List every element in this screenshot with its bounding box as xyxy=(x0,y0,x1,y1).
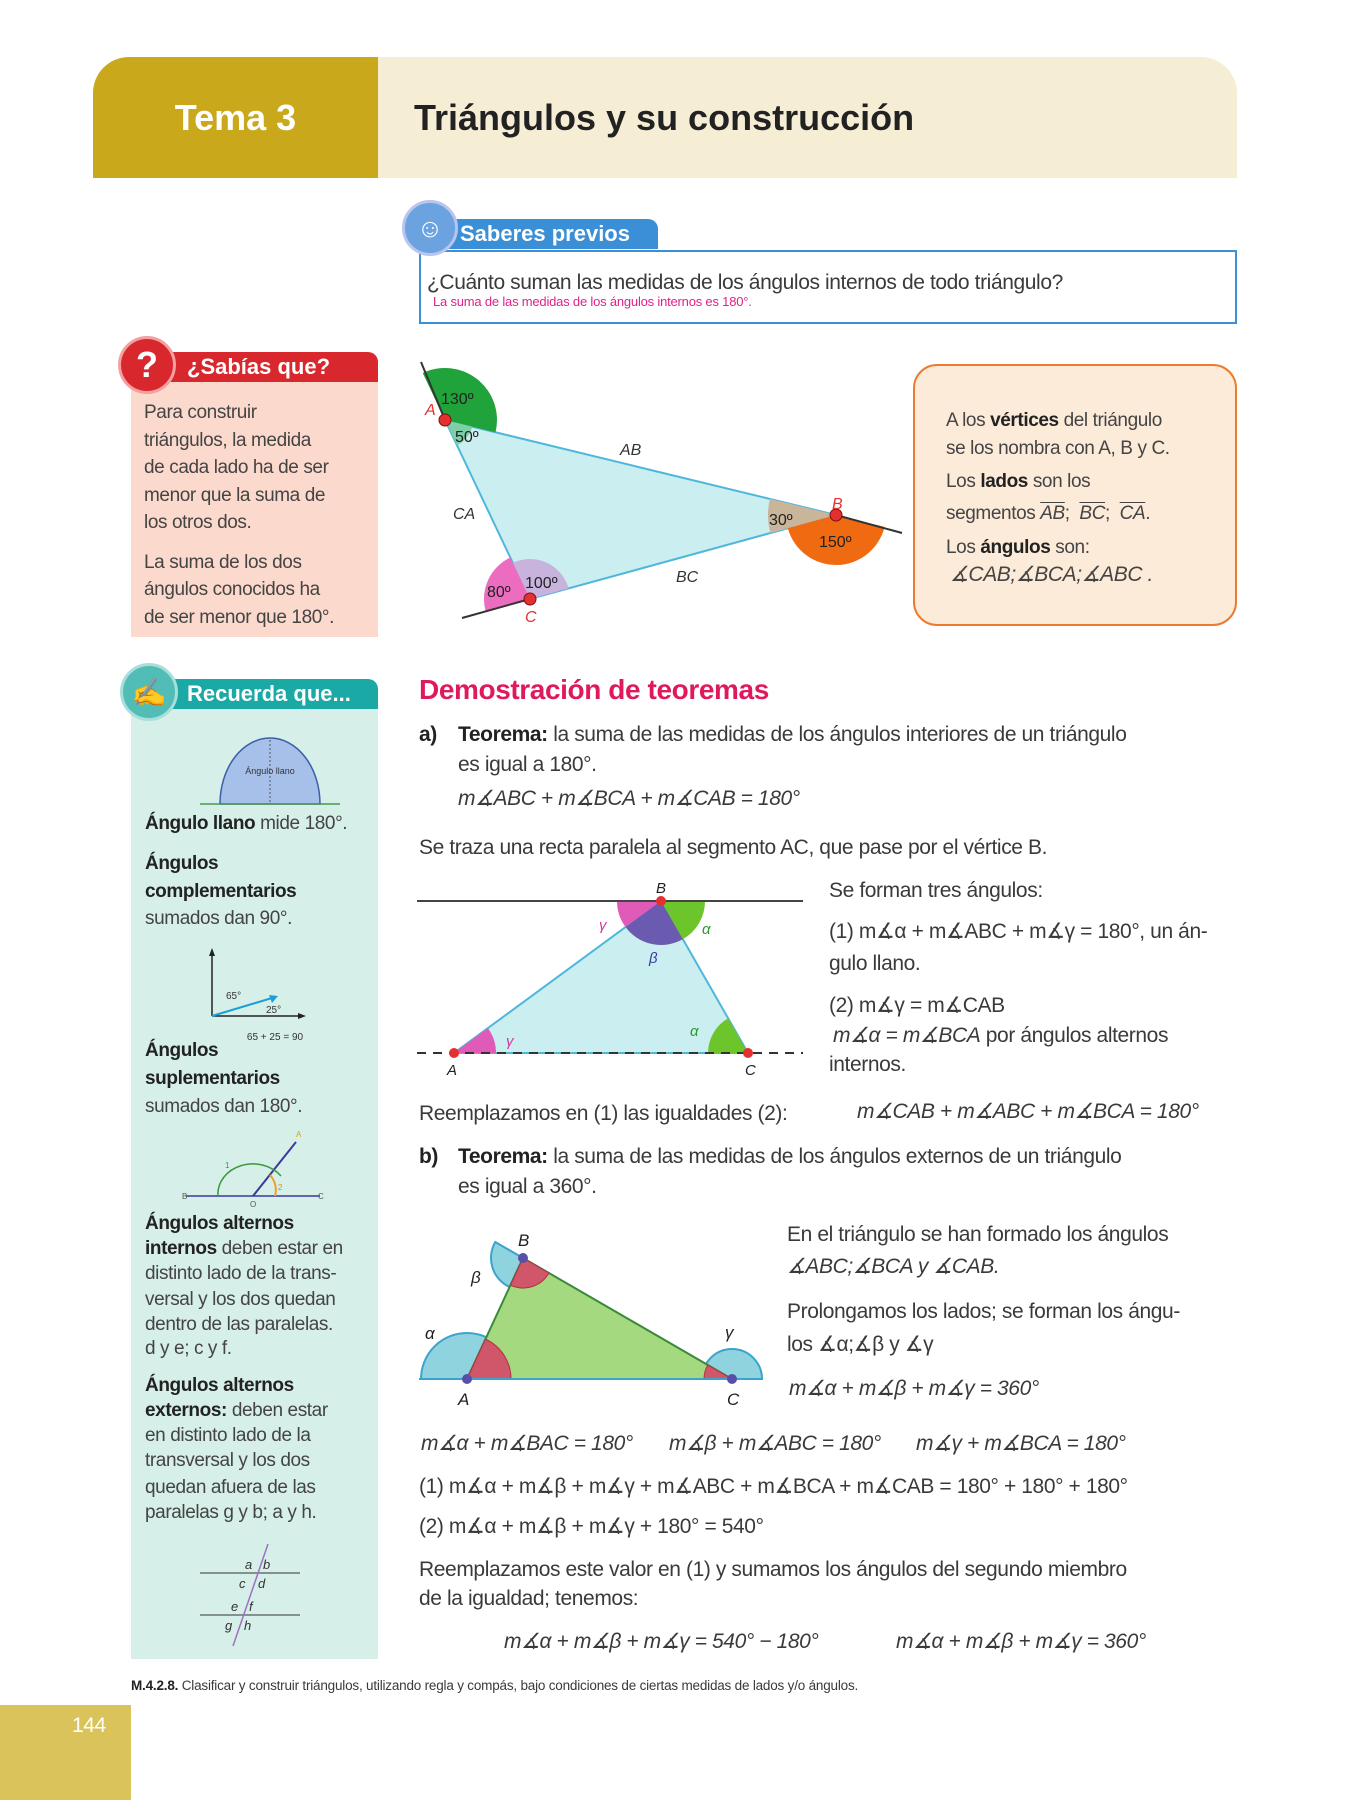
eq-row-3: m∡γ + m∡BCA = 180° xyxy=(916,1432,1126,1455)
b-formula: m∡α + m∡β + m∡γ = 360° xyxy=(789,1377,1039,1400)
comp-heading-2: complementarios xyxy=(145,881,297,902)
label-h: h xyxy=(244,1618,252,1633)
label-a: A xyxy=(296,1130,302,1139)
comp-heading: Ángulos xyxy=(145,853,219,874)
label-a: A xyxy=(447,1062,458,1079)
label-sum: 65 + 25 = 90 xyxy=(246,1032,304,1043)
alt-int-line: dentro de las paralelas. xyxy=(145,1314,333,1335)
theorem-a-label: a) xyxy=(419,723,437,746)
theorem-a-formula: m∡ABC + m∡BCA + m∡CAB = 180° xyxy=(458,787,800,810)
eq-row-1: m∡α + m∡BAC = 180° xyxy=(421,1432,633,1455)
theorem-b-2: es igual a 360°. xyxy=(458,1175,597,1198)
sup-heading: Ángulos xyxy=(145,1040,219,1061)
label-b: B xyxy=(656,880,667,897)
label-ab: AB xyxy=(620,442,642,459)
alt-ext-line: transversal y los dos xyxy=(145,1450,310,1471)
alt-ext-line: en distinto lado de la xyxy=(145,1425,311,1446)
label-150: 150º xyxy=(819,534,852,551)
alt-ext-line: quedan afuera de las xyxy=(145,1477,316,1498)
label-e: e xyxy=(231,1599,239,1614)
vertex-c xyxy=(743,1048,753,1058)
alt-ext-heading: Ángulos alternos xyxy=(145,1375,294,1396)
label-b: B xyxy=(518,1231,530,1250)
reemplazo-2: Reemplazamos este valor en (1) y sumamos los ángulos del segundo miembro xyxy=(419,1558,1127,1581)
eq-sum-2: (2) m∡α + m∡β + m∡γ + 180° = 540° xyxy=(419,1515,764,1538)
vertices-line-2: se los nombra con A, B y C. xyxy=(946,438,1170,459)
label-bc: BC xyxy=(676,569,699,586)
sabias-line: de cada lado ha de ser xyxy=(144,457,329,478)
vertex-b xyxy=(518,1253,528,1263)
theorem-b: Teorema: la suma de las medidas de los ángulos externos de un triángulo xyxy=(458,1145,1122,1168)
parallel-lines-figure xyxy=(200,1544,300,1646)
label-alpha: α xyxy=(690,1023,699,1040)
label-80: 80º xyxy=(487,584,511,601)
sabias-line: de ser menor que 180°. xyxy=(144,607,334,628)
label-30: 30º xyxy=(769,512,793,529)
forman-text: Se forman tres ángulos: xyxy=(829,879,1043,902)
label-b: B xyxy=(182,1192,188,1201)
label-gamma: γ xyxy=(725,1323,734,1342)
label-2: 2 xyxy=(278,1183,283,1192)
label-a: A xyxy=(458,1390,470,1409)
label-gamma: γ xyxy=(506,1033,514,1050)
saberes-answer: La suma de las medidas de los ángulos internos es 180°. xyxy=(433,294,752,309)
parallel-line-diagram xyxy=(417,880,803,1079)
vertex-c xyxy=(727,1374,737,1384)
label-beta: β xyxy=(649,950,658,967)
label-c: C xyxy=(745,1062,756,1079)
label-o: O xyxy=(250,1200,257,1209)
final-eq-1: m∡α + m∡β + m∡γ = 540° − 180° xyxy=(504,1630,819,1653)
comp-text: sumados dan 90°. xyxy=(145,908,292,929)
exterior-angles-diagram xyxy=(419,1231,762,1409)
page-number: 144 xyxy=(72,1714,106,1737)
sup-text: sumados dan 180°. xyxy=(145,1096,303,1117)
label-c: C xyxy=(318,1192,324,1201)
label-25: 25° xyxy=(266,1005,282,1016)
label-g: g xyxy=(225,1618,233,1633)
section-title: Demostración de teoremas xyxy=(419,674,769,705)
alt-int-line: d y e; c y f. xyxy=(145,1338,232,1359)
b-text-3: Prolongamos los lados; se forman los ángu- xyxy=(787,1300,1180,1323)
supplementary-figure xyxy=(182,1130,324,1209)
theorem-b-label: b) xyxy=(419,1145,439,1168)
brain-head-icon: ☺ xyxy=(402,200,458,256)
label-gamma: γ xyxy=(599,917,607,934)
topic-number: Tema 3 xyxy=(93,57,378,178)
lados-line: Los lados son los xyxy=(946,471,1091,492)
vertex-b xyxy=(656,896,666,906)
label-130: 130º xyxy=(441,391,474,408)
label-alpha: α xyxy=(702,921,711,938)
vertex-a xyxy=(439,414,451,426)
saberes-question: ¿Cuánto suman las medidas de los ángulos internos de todo triángulo? xyxy=(427,271,1063,294)
label-f: f xyxy=(249,1599,253,1614)
label-65: 65° xyxy=(226,991,242,1002)
curriculum-footnote: M.4.2.8. Clasificar y construir triángulos, utilizando regla y compás, bajo condiciones de ciertas medidas de lados y/o ángulos. xyxy=(131,1678,859,1693)
label-b: b xyxy=(263,1557,271,1572)
theorem-a: Teorema: la suma de las medidas de los ángulos interiores de un triángulo xyxy=(458,723,1127,746)
reemplazo-2-cont: de la igualdad; tenemos: xyxy=(419,1587,639,1610)
alt-int-heading: Ángulos alternos xyxy=(145,1213,294,1234)
label-1: 1 xyxy=(225,1161,230,1170)
vertices-line: A los vértices del triángulo xyxy=(946,410,1162,431)
sup-heading-2: suplementarios xyxy=(145,1068,280,1089)
label-a: a xyxy=(245,1557,253,1572)
vertex-c xyxy=(524,593,536,605)
b-text-4: los ∡α;∡β y ∡γ xyxy=(787,1333,934,1356)
label-d: d xyxy=(258,1576,266,1591)
eq-1-cont: gulo llano. xyxy=(829,952,921,975)
sabias-line: triángulos, la medida xyxy=(144,430,311,451)
b-text-1: En el triángulo se han formado los ángulos xyxy=(787,1223,1169,1246)
label-alpha: α xyxy=(425,1324,435,1343)
reemplazo-1-formula: m∡CAB + m∡ABC + m∡BCA = 180° xyxy=(857,1100,1199,1123)
alt-int-line: distinto lado de la trans- xyxy=(145,1263,337,1284)
label-c: C xyxy=(727,1390,740,1409)
vertex-a xyxy=(449,1048,459,1058)
segments-line: segmentos $\overline{AB}$; $\overline{BC}$; $\overline{CA}$. xyxy=(946,503,1151,524)
alt-ext-line: paralelas g y b; a y h. xyxy=(145,1502,317,1523)
angles-list: ∡CAB;∡BCA;∡ABC . xyxy=(950,563,1153,586)
label-c: C xyxy=(525,609,537,626)
label-50: 50º xyxy=(455,429,479,446)
eq-row-2: m∡β + m∡ABC = 180° xyxy=(669,1432,881,1455)
label-a: A xyxy=(425,402,436,419)
angle-gamma-a xyxy=(454,1028,496,1053)
angulos-line: Los ángulos son: xyxy=(946,537,1090,558)
label-100: 100º xyxy=(525,575,558,592)
label-ca: CA xyxy=(453,506,476,523)
page-title-text: Triángulos y su construcción xyxy=(414,96,915,138)
straight-angle-label: Ángulo llano xyxy=(245,766,295,776)
hand-note-icon: ✍ xyxy=(120,663,178,721)
label-c: c xyxy=(239,1576,246,1591)
label-b: B xyxy=(832,496,843,513)
alt-int-line: versal y los dos quedan xyxy=(145,1289,336,1310)
sabias-line: menor que la suma de xyxy=(144,485,326,506)
llano-text: Ángulo llano mide 180°. xyxy=(145,813,348,834)
sabias-line: los otros dos. xyxy=(144,512,252,533)
eq-2b-cont: internos. xyxy=(829,1053,906,1076)
question-mark-icon: ? xyxy=(118,336,176,394)
trace-text: Se traza una recta paralela al segmento AC, que pase por el vértice B. xyxy=(419,836,1048,859)
recuerda-que-badge: Recuerda que... xyxy=(145,679,378,709)
sabias-line: La suma de los dos xyxy=(144,552,302,573)
sabias-line: ángulos conocidos ha xyxy=(144,579,320,600)
alt-ext-line: externos: deben estar xyxy=(145,1400,328,1421)
vertex-a xyxy=(462,1374,472,1384)
sabias-line: Para construir xyxy=(144,402,257,423)
complementary-figure xyxy=(209,948,306,1043)
eq-sum-1: (1) m∡α + m∡β + m∡γ + m∡ABC + m∡BCA + m∡CAB = 180° + 180° + 180° xyxy=(419,1475,1128,1498)
reemplazo-1: Reemplazamos en (1) las igualdades (2): xyxy=(419,1102,788,1125)
straight-angle-figure xyxy=(200,738,340,804)
b-text-2: ∡ABC;∡BCA y ∡CAB. xyxy=(787,1255,1000,1278)
eq-2: (2) m∡γ = m∡CAB xyxy=(829,994,1005,1017)
saberes-previos-badge: Saberes previos xyxy=(420,219,658,249)
theorem-a-2: es igual a 180°. xyxy=(458,753,597,776)
alt-int-line: internos deben estar en xyxy=(145,1238,343,1259)
final-eq-2: m∡α + m∡β + m∡γ = 360° xyxy=(896,1630,1146,1653)
sabias-que-badge: ¿Sabías que? xyxy=(145,352,378,382)
eq-2b: m∡α = m∡BCA por ángulos alternos xyxy=(833,1024,1169,1047)
label-beta: β xyxy=(471,1268,481,1287)
eq-1: (1) m∡α + m∡ABC + m∡γ = 180°, un án- xyxy=(829,920,1208,943)
triangle-angles-diagram xyxy=(421,362,902,626)
